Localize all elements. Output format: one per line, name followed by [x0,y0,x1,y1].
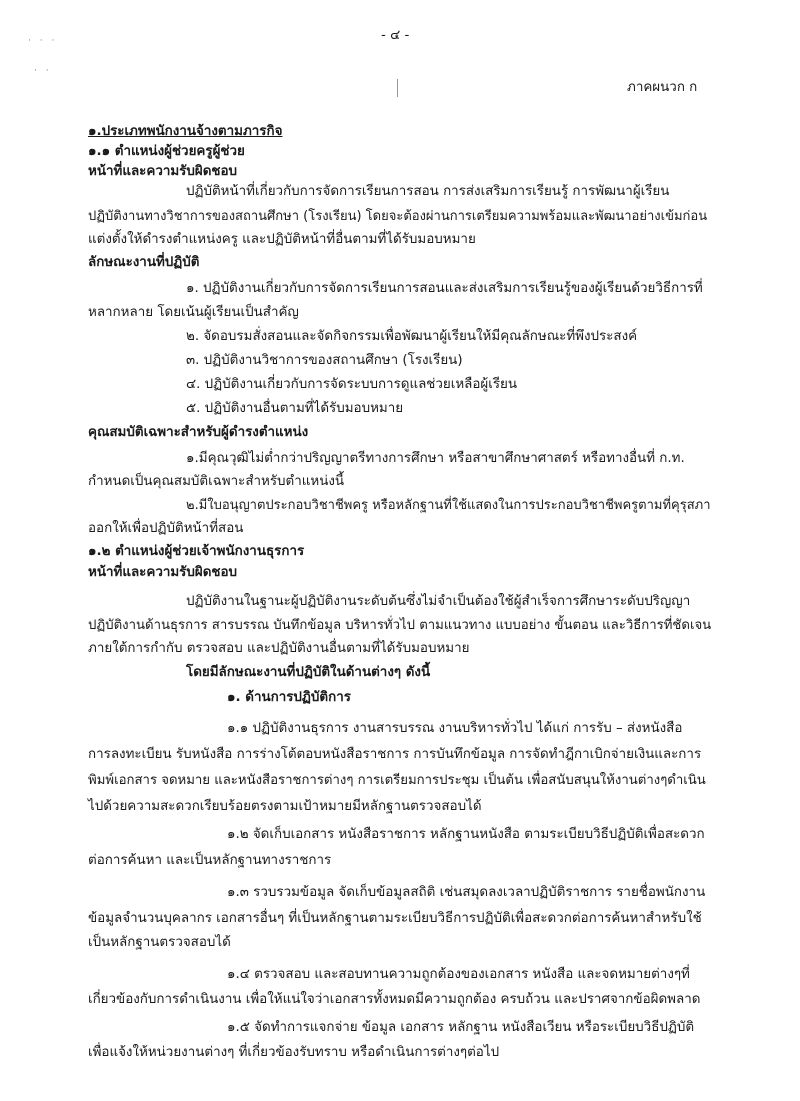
paragraph-line: ภายใต้การกำกับ ตรวจสอบ และปฏิบัติงานอื่นตามที่ได้รับมอบหมาย [88,641,470,656]
paragraph-line: เกี่ยวข้องกับการดำเนินงาน เพื่อให้แน่ใจว่าเอกสารทั้งหมดมีความถูกต้อง ครบถ้วน และปราศจากข้อผิดพลาด [88,992,701,1007]
paragraph-line: การลงทะเบียน รับหนังสือ การร่างโต้ตอบหนังสือราชการ การบันทึกข้อมูล การจัดทำฎีกาเบิกจ่ายเงินและการ [88,747,702,762]
list-item: ๑.๓ รวบรวมข้อมูล จัดเก็บข้อมูลสถิติ เช่นสมุดลงเวลาปฏิบัติราชการ รายชื่อพนักงาน [227,885,706,900]
list-item: ๑. ปฏิบัติงานเกี่ยวกับการจัดการเรียนการสอนและส่งเสริมการเรียนรู้ของผู้เรียนด้วยวิธีการที่ [186,281,703,296]
paragraph-line: ไปด้วยความสะดวกเรียบร้อยตรงตามเป้าหมายมีหลักฐานตรวจสอบได้ [88,799,482,814]
list-item: ๑.๒ จัดเก็บเอกสาร หนังสือราชการ หลักฐานหนังสือ ตามระเบียบวิธีปฏิบัติเพื่อสะดวก [227,827,705,842]
duties-heading: หน้าที่และความรับผิดชอบ [88,565,238,580]
scan-speck: · · [34,66,52,76]
scan-mark [397,79,398,97]
scan-speck: · · · [28,36,58,46]
paragraph-line: พิมพ์เอกสาร จดหมาย และหนังสือราชการต่างๆ การเตรียมการประชุม เป็นต้น เพื่อสนับสนุนให้งานต่างๆดำเนิน [88,773,706,788]
section-title: ๑.ประเภทพนักงานจ้างตามภารกิจ [88,124,283,139]
paragraph-line: เป็นหลักฐานตรวจสอบได้ [88,935,231,950]
list-item: ๔. ปฏิบัติงานเกี่ยวกับการจัดระบบการดูแลช่วยเหลือผู้เรียน [186,377,518,392]
page-number: - ๔ - [381,28,410,43]
list-item: หลากหลาย โดยเน้นผู้เรียนเป็นสำคัญ [88,305,299,320]
duties-heading: หน้าที่และความรับผิดชอบ [88,164,238,179]
list-item: ๑.๑ ปฏิบัติงานธุรการ งานสารบรรณ งานบริหารทั่วไป ได้แก่ การรับ – ส่งหนังสือ [227,721,683,736]
paragraph-line: ปฏิบัติงานในฐานะผู้ปฏิบัติงานระดับต้นซึ่งไม่จำเป็นต้องใช้ผู้สำเร็จการศึกษาระดับปริญญา [186,594,691,609]
work-intro: โดยมีลักษณะงานที่ปฏิบัติในด้านต่างๆ ดังนี้ [186,665,431,680]
paragraph-line: กำหนดเป็นคุณสมบัติเฉพาะสำหรับตำแหน่งนี้ [88,474,345,489]
area-title: ๑. ด้านการปฏิบัติการ [227,690,351,705]
list-item: ๓. ปฏิบัติงานวิชาการของสถานศึกษา (โรงเรียน) [186,353,463,368]
appendix-label: ภาคผนวก ก [627,80,698,95]
paragraph-line: ออกให้เพื่อปฏิบัติหน้าที่สอน [88,521,244,536]
list-item: ๕. ปฏิบัติงานอื่นตามที่ได้รับมอบหมาย [186,401,404,416]
paragraph-line: ปฏิบัติหน้าที่เกี่ยวกับการจัดการเรียนการสอน การส่งเสริมการเรียนรู้ การพัฒนาผู้เรียน [186,184,670,199]
paragraph-line: ข้อมูลจำนวนบุคลากร เอกสารอื่นๆ ที่เป็นหลักฐานตามระเบียบวิธีการปฏิบัติเพื่อสะดวกต่อการค้นหาสำหรับใช้ [88,911,702,926]
paragraph-line: ปฏิบัติงานทางวิชาการของสถานศึกษา (โรงเรียน) โดยจะต้องผ่านการเตรียมความพร้อมและพัฒนาอย่างเข้มก่อน [88,209,708,224]
list-item: ๒. จัดอบรมสั่งสอนและจัดกิจกรรมเพื่อพัฒนาผู้เรียนให้มีคุณลักษณะที่พึงประสงค์ [186,329,638,344]
qualification-heading: คุณสมบัติเฉพาะสำหรับผู้ดำรงตำแหน่ง [88,425,309,440]
position-title: ๑.๑ ตำแหน่งผู้ช่วยครูผู้ช่วย [88,144,245,159]
position-title: ๑.๒ ตำแหน่งผู้ช่วยเจ้าพนักงานธุรการ [88,544,305,559]
paragraph-line: เพื่อแจ้งให้หน่วยงานต่างๆ ที่เกี่ยวข้องรับทราบ หรือดำเนินการต่างๆต่อไป [88,1045,500,1060]
paragraph-line: ต่อการค้นหา และเป็นหลักฐานทางราชการ [88,853,332,868]
work-heading: ลักษณะงานที่ปฏิบัติ [88,255,200,270]
list-item: ๑.๕ จัดทำการแจกจ่าย ข้อมูล เอกสาร หลักฐาน หนังสือเวียน หรือระเบียบวิธีปฏิบัติ [227,1020,695,1035]
paragraph-line: ปฏิบัติงานด้านธุรการ สารบรรณ บันทึกข้อมูล บริหารทั่วไป ตามแนวทาง แบบอย่าง ขั้นตอน และวิธีการที่ชัดเจน [88,618,712,633]
paragraph-line: ๑.มีคุณวุฒิไม่ต่ำกว่าปริญญาตรีทางการศึกษา หรือสาขาศึกษาศาสตร์ หรือทางอื่นที่ ก.ท. [186,451,685,466]
paragraph-line: ๒.มีใบอนุญาตประกอบวิชาชีพครู หรือหลักฐานที่ใช้แสดงในการประกอบวิชาชีพครูตามที่คุรุสภา [186,498,711,513]
paragraph-line: แต่งตั้งให้ดำรงตำแหน่งครู และปฏิบัติหน้าที่อื่นตามที่ได้รับมอบหมาย [88,232,476,247]
list-item: ๑.๔ ตรวจสอบ และสอบทานความถูกต้องของเอกสาร หนังสือ และจดหมายต่างๆที่ [227,967,690,982]
